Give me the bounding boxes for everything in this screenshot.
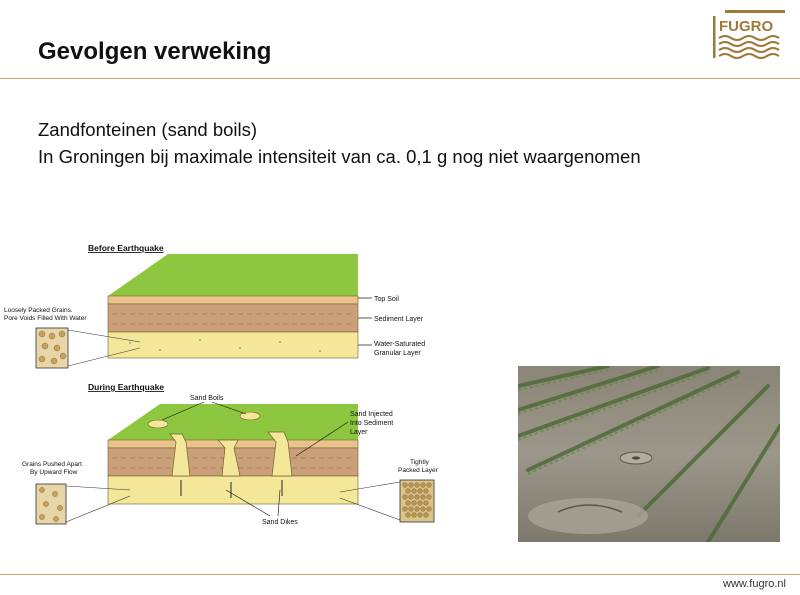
- label-tightly: Tightly: [410, 459, 429, 466]
- footer-divider: [0, 574, 800, 575]
- title-divider: [0, 78, 800, 79]
- label-top-soil: Top Soil: [374, 296, 399, 303]
- label-grains-pushed: Grains Pushed Apart: [22, 461, 82, 468]
- slide-title: Gevolgen verweking: [38, 38, 272, 65]
- label-sand-dikes: Sand Dikes: [262, 519, 298, 526]
- bullet-item: In Groningen bij maximale intensiteit van ca. 0,1 g nog niet waargenomen: [38, 146, 641, 167]
- label-into-sediment: Into Sediment: [350, 420, 394, 427]
- footer-url: www.fugro.nl: [723, 578, 786, 590]
- sand-boil-photo: [518, 366, 780, 542]
- before-heading: Before Earthquake: [88, 243, 164, 253]
- label-pore-voids: Pore Voids Filled With Water: [4, 315, 87, 322]
- label-layer: Layer: [350, 429, 368, 436]
- logo-text: FUGRO: [719, 18, 774, 35]
- fugro-logo: [707, 6, 787, 64]
- label-upward-flow: By Upward Flow: [30, 469, 78, 476]
- bullet-list: [38, 116, 678, 170]
- liquefaction-diagram: [0, 228, 478, 540]
- sand-boil: [148, 420, 168, 428]
- label-packed-layer: Packed Layer: [398, 467, 438, 474]
- label-loosely-packed: Loosely Packed Grains.: [4, 307, 73, 314]
- label-granular-layer: Granular Layer: [374, 350, 421, 357]
- bullet-item: Zandfonteinen (sand boils): [38, 119, 258, 140]
- label-sand-boils: Sand Boils: [190, 395, 224, 402]
- during-heading: During Earthquake: [88, 382, 165, 392]
- label-sand-injected: Sand Injected: [350, 411, 393, 418]
- label-water-saturated: Water-Saturated: [374, 341, 426, 348]
- label-sediment-layer: Sediment Layer: [374, 316, 424, 323]
